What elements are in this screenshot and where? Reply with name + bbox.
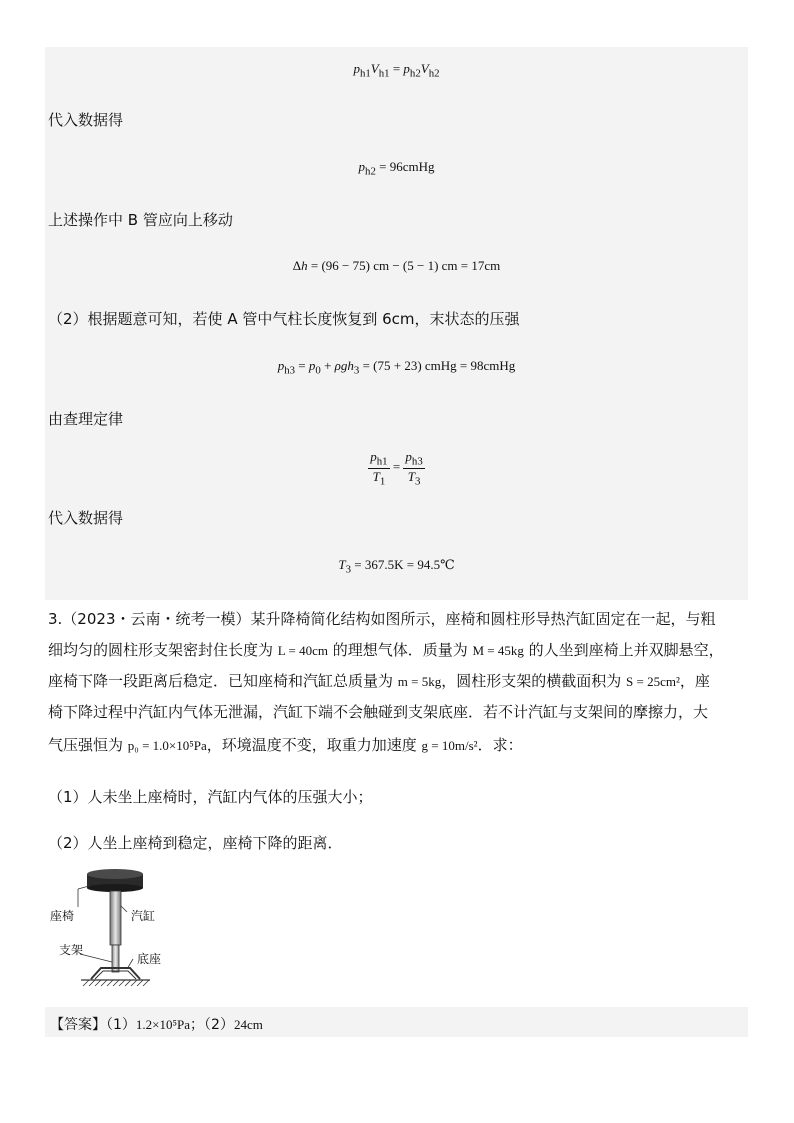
answer-separator: ；（2）	[190, 1017, 234, 1033]
answer-text	[50, 1014, 263, 1034]
text-substitute-1: 代入数据得	[48, 111, 124, 129]
q2-text-c: 的人坐到座椅上并双脚悬空，	[523, 641, 724, 659]
equation-charles: $\frac{p_{h1}}{T_1}$ = $\frac{p_{h3}}{T_3}$	[370, 449, 423, 488]
question-line-2	[48, 639, 724, 660]
q5-text-c: ．求：	[477, 736, 523, 754]
label-base: 底座	[137, 952, 162, 966]
q5-math-gravity: g = 10m/s²	[421, 738, 478, 753]
equation-t3: $T_3 = 367.5K$ = 94.5℃	[338, 557, 455, 576]
q3-math-mass: m = 5kg	[397, 674, 442, 689]
answer-value-1: 1.2×10⁵Pa	[135, 1017, 191, 1032]
cylinder-shape	[110, 891, 121, 945]
seat-shape	[87, 869, 143, 892]
answer-block	[45, 1007, 748, 1037]
solution-block	[45, 47, 748, 600]
question-line-3	[48, 670, 710, 691]
support-leader-line	[80, 954, 112, 962]
text-substitute-2: 代入数据得	[48, 509, 124, 527]
question-line-1: 3.（2023・云南・统考一模）某升降椅简化结构如图所示，座椅和圆柱形导热汽缸固定在一起，与粗	[48, 610, 716, 628]
q3-text-a: 座椅下降一段距离后稳定．已知座椅和汽缸总质量为	[48, 672, 398, 690]
equation-ph2: $p_{h2}$ = 96cmHg	[358, 159, 435, 178]
lift-chair-diagram	[45, 862, 175, 994]
q2-text-b: 的理想气体．质量为	[327, 641, 473, 659]
equation-ph3: $p_{h3} = p_0 + \rho gh_3 = (75 + 23)$ cmHg = 98cmHg	[277, 358, 516, 377]
label-support: 支架	[59, 943, 84, 957]
ground-hatch	[83, 980, 149, 986]
answer-value-2: 24cm	[233, 1017, 263, 1032]
label-seat: 座椅	[50, 909, 75, 923]
q5-text-b: ，环境温度不变，取重力加速度	[206, 736, 422, 754]
answer-part1-label: （1）	[106, 1017, 136, 1033]
text-b-tube-move: 上述操作中 B 管应向上移动	[48, 211, 233, 229]
label-cylinder: 汽缸	[131, 909, 156, 923]
text-charles-law: 由查理定律	[48, 410, 124, 428]
text-part2-intro: （2）根据题意可知，若使 A 管中气柱长度恢复到 6cm，末状态的压强	[48, 310, 520, 328]
equation-delta-h: Δh = (96 − 75) cm − (5 − 1) cm = 17cm	[292, 258, 501, 273]
question-line-5	[48, 734, 523, 755]
q5-text-a: 气压强恒为	[48, 736, 128, 754]
q3-text-b: ，圆柱形支架的横截面积为	[441, 672, 627, 690]
question-line-4: 椅下降过程中汽缸内气体无泄漏，汽缸下端不会触碰到支架底座．若不计汽缸与支架间的摩擦力，大	[48, 703, 709, 721]
q2-math-mass: M = 45kg	[472, 643, 524, 658]
q3-math-area: S = 25cm²	[626, 674, 680, 689]
q3-text-c: ，座	[679, 672, 710, 690]
cylinder-leader-line	[121, 906, 127, 912]
q2-math-length: L = 40cm	[277, 643, 328, 658]
answer-label: 【答案】	[50, 1017, 106, 1033]
q5-math-pressure: p₀ = 1.0×10⁵Pa	[127, 738, 207, 753]
sub-question-1: （1）人未坐上座椅时，汽缸内气体的压强大小；	[48, 788, 373, 806]
sub-question-2: （2）人坐上座椅到稳定，座椅下降的距离．	[48, 834, 343, 852]
equation-boyle: $p_{h1}V_{h1} = p_{h2}V_{h2}$	[353, 61, 440, 80]
q2-text-a: 细均匀的圆柱形支架密封住长度为	[48, 641, 278, 659]
